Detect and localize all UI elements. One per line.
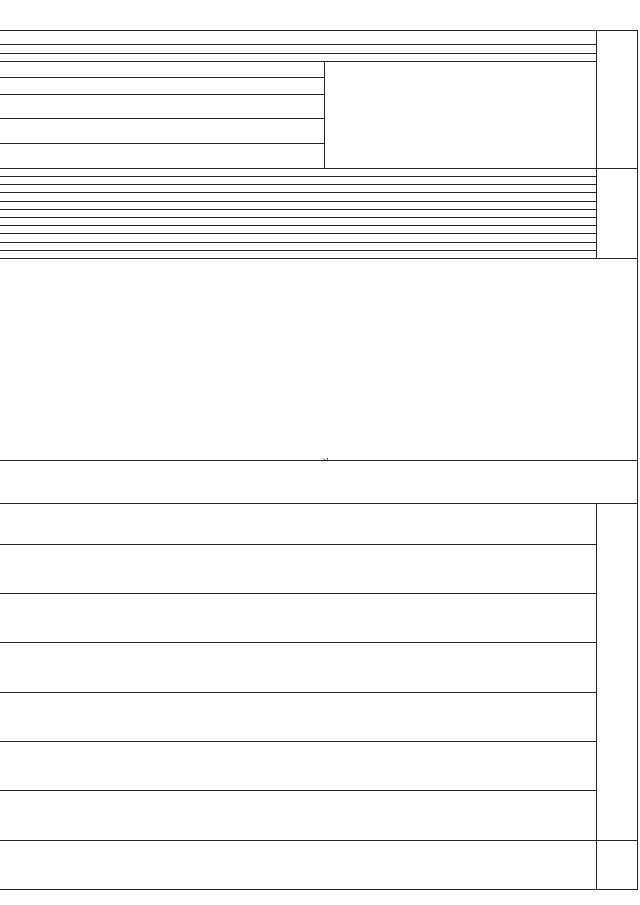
additional-subheader — [0, 242, 597, 250]
additional-subheader — [0, 209, 597, 217]
code-subheader — [0, 31, 597, 45]
csr-item-header — [0, 144, 325, 169]
additional-subheader — [0, 250, 597, 258]
additional-subheader — [0, 193, 597, 201]
year-header — [0, 692, 597, 741]
additional-subheader — [0, 234, 597, 242]
csr-item-header — [0, 119, 325, 144]
additional-subheader — [0, 185, 597, 193]
csr-item-header — [0, 78, 325, 94]
additional-subheader — [0, 168, 597, 176]
additional-subheader — [0, 217, 597, 225]
year-header — [0, 791, 597, 840]
targets-group-header — [597, 503, 638, 840]
value-header — [0, 840, 597, 889]
code-subheader — [0, 53, 597, 61]
year-header — [0, 741, 597, 790]
csr-item-header — [0, 61, 325, 77]
year-header — [0, 544, 597, 593]
rotated-table-container — [106, 30, 638, 890]
code-subheader — [0, 45, 597, 53]
program-table — [0, 30, 638, 890]
additional-subheader — [0, 226, 597, 234]
unit-column-header — [0, 457, 638, 503]
codes-group-header — [597, 31, 638, 169]
additional-subheader — [0, 176, 597, 184]
target-value-header — [597, 840, 638, 889]
additional-subheader — [0, 201, 597, 209]
year-header — [0, 643, 597, 692]
csr-subheader — [325, 61, 597, 168]
csr-item-header — [0, 94, 325, 119]
year-header — [0, 594, 597, 643]
fin-year-header — [0, 503, 597, 544]
header-row-1 — [597, 31, 638, 890]
additional-code-header — [597, 168, 638, 258]
name-column-header — [0, 259, 638, 460]
page-number: 7 — [320, 457, 330, 462]
